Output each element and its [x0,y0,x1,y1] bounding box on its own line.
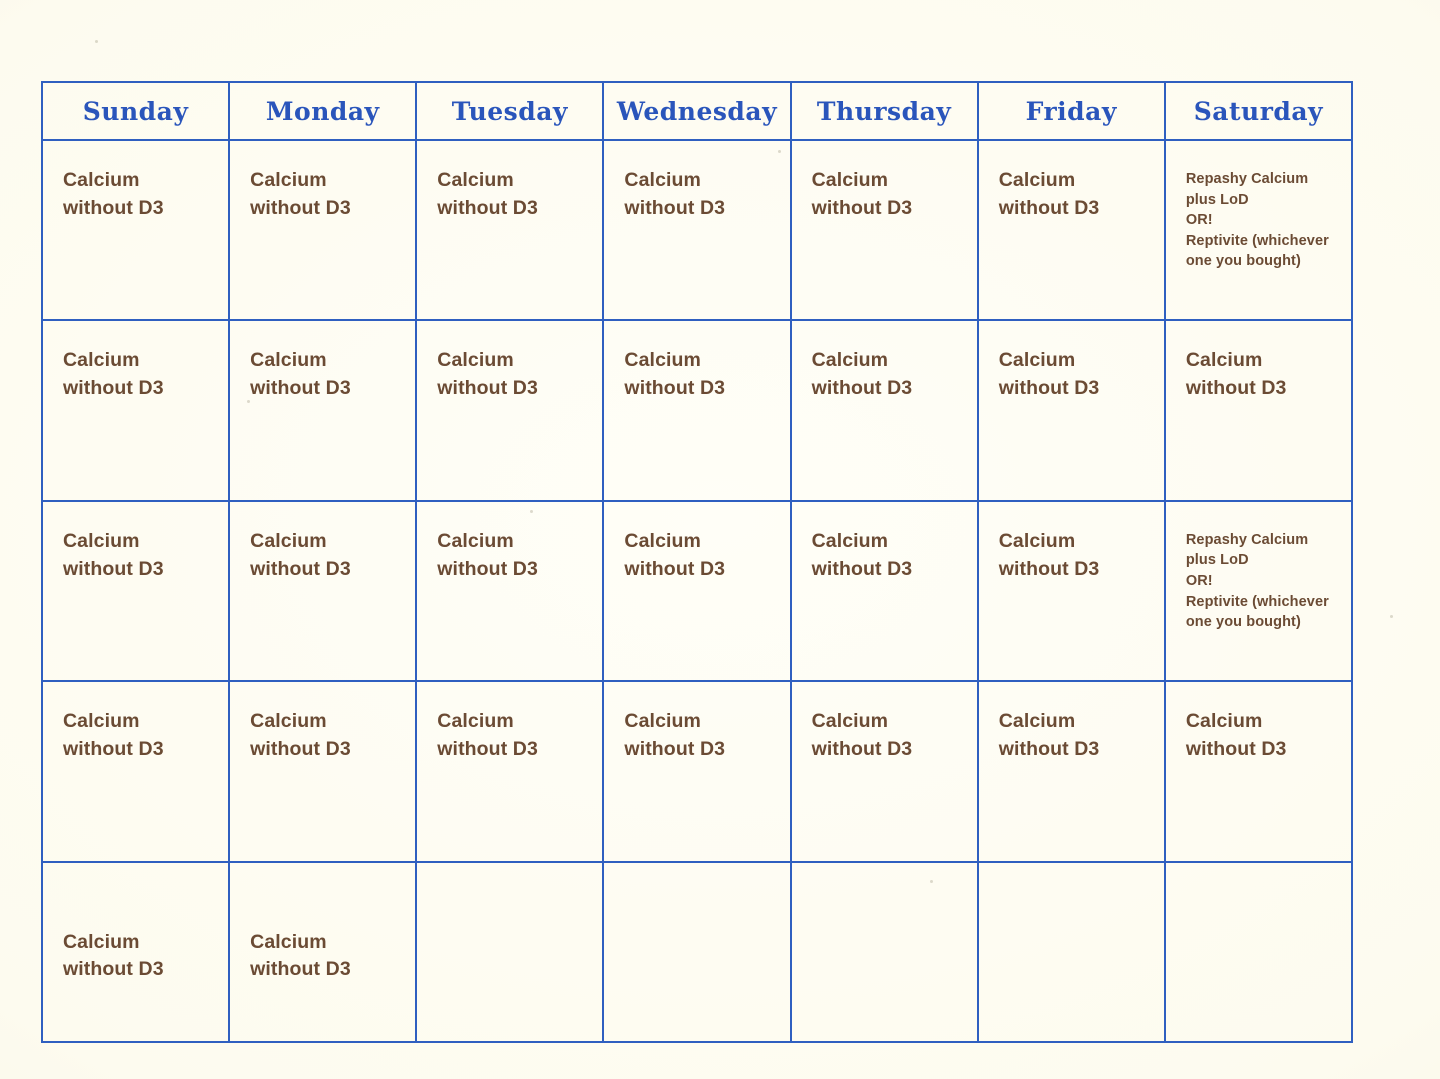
day-entry-text: Calcium without D3 [998,529,1100,580]
calendar-day-cell[interactable] [1166,502,1351,680]
calendar-week-row [43,863,1351,1041]
calendar-day-cell[interactable] [230,321,417,499]
day-entry-text: Calcium without D3 [437,169,538,219]
calendar-day-cell[interactable] [604,682,791,860]
day-entry-text: Calcium without D3 [437,529,538,580]
day-entry-text: Calcium without D3 [998,349,1100,400]
calendar-day-cell[interactable] [979,863,1166,1041]
calendar-day-cell[interactable] [792,141,979,319]
calendar-day-cell[interactable] [417,141,604,319]
day-entry-text: Repashy Calcium plus LoD OR! Reptivite (whichever one you bought) [1185,171,1329,270]
calendar-day-cell[interactable] [979,502,1166,680]
day-entry-text: Calcium without D3 [998,169,1100,219]
calendar-day-cell[interactable] [792,502,979,680]
calendar-day-cell[interactable] [417,502,604,680]
calendar-day-cell[interactable] [792,682,979,860]
calendar-day-cell[interactable] [230,141,417,319]
calendar-day-cell[interactable] [604,321,791,499]
day-entry-text: Calcium without D3 [63,349,164,400]
day-entry-text: Calcium without D3 [63,169,164,219]
day-entry-text: Calcium without D3 [811,169,913,219]
calendar-day-cell[interactable] [417,863,604,1041]
day-entry-text: Calcium without D3 [63,710,164,760]
calendar-day-cell[interactable] [230,682,417,860]
day-entry-text: Calcium without D3 [437,710,538,760]
calendar-day-cell[interactable] [604,863,791,1041]
day-entry-text: Repashy Calcium plus LoD OR! Reptivite (whichever one you bought) [1185,531,1329,631]
day-entry-text: Calcium without D3 [811,349,913,400]
calendar-day-cell[interactable] [604,141,791,319]
day-header-tuesday: Tuesday [417,83,604,139]
calendar-day-cell[interactable] [979,321,1166,499]
day-entry-text: Calcium without D3 [998,710,1100,760]
calendar-day-cell[interactable] [792,321,979,499]
day-entry-text: Calcium without D3 [624,169,726,219]
day-entry-text: Calcium without D3 [250,169,351,219]
calendar-week-row [43,141,1351,321]
day-entry-text: Calcium without D3 [250,710,351,760]
day-header-saturday: Saturday [1193,96,1324,126]
day-entry-text: Calcium without D3 [63,930,164,981]
calendar-day-cell[interactable] [1166,141,1351,319]
day-entry-text: Calcium without D3 [250,930,351,981]
day-entry-text: Calcium without D3 [1185,710,1287,760]
calendar-day-cell[interactable] [230,502,417,680]
calendar-day-cell[interactable] [979,682,1166,860]
day-entry-text: Calcium without D3 [1185,349,1287,400]
calendar-week-row [43,321,1351,501]
calendar-day-cell[interactable] [1166,682,1351,860]
day-entry-text: Calcium without D3 [250,349,351,400]
calendar-day-cell[interactable] [230,863,417,1041]
day-entry-text: Calcium without D3 [624,710,726,760]
day-entry-text: Calcium without D3 [63,529,164,580]
calendar-day-cell[interactable] [43,321,230,499]
day-entry-text: Calcium without D3 [624,529,726,580]
calendar-header-row [43,83,1351,141]
calendar-week-row [43,682,1351,862]
calendar-week-row [43,502,1351,682]
day-header-monday: Monday [230,83,417,139]
day-entry-text: Calcium without D3 [250,529,351,580]
calendar-day-cell[interactable] [604,502,791,680]
day-entry-text: Calcium without D3 [811,710,913,760]
day-header-sunday: Sunday [43,83,230,139]
day-header-thursday: Thursday [792,83,979,139]
day-entry-text: Calcium without D3 [437,349,538,400]
paper-speckle [95,40,98,43]
calendar-day-cell[interactable] [43,682,230,860]
calendar-day-cell[interactable] [43,863,230,1041]
calendar-day-cell[interactable] [417,321,604,499]
paper-speckle [1390,615,1393,618]
calendar-day-cell[interactable] [979,141,1166,319]
day-entry-text: Calcium without D3 [811,529,913,580]
calendar-grid [41,81,1353,1043]
day-header-friday: Friday [979,83,1166,139]
calendar-day-cell[interactable] [1166,863,1351,1041]
calendar-day-cell[interactable] [1166,321,1351,499]
calendar-day-cell[interactable] [792,863,979,1041]
calendar-day-cell[interactable] [43,502,230,680]
day-entry-text: Calcium without D3 [624,349,726,400]
calendar-day-cell[interactable] [43,141,230,319]
day-header-wednesday: Wednesday [604,83,791,139]
calendar-day-cell[interactable] [417,682,604,860]
